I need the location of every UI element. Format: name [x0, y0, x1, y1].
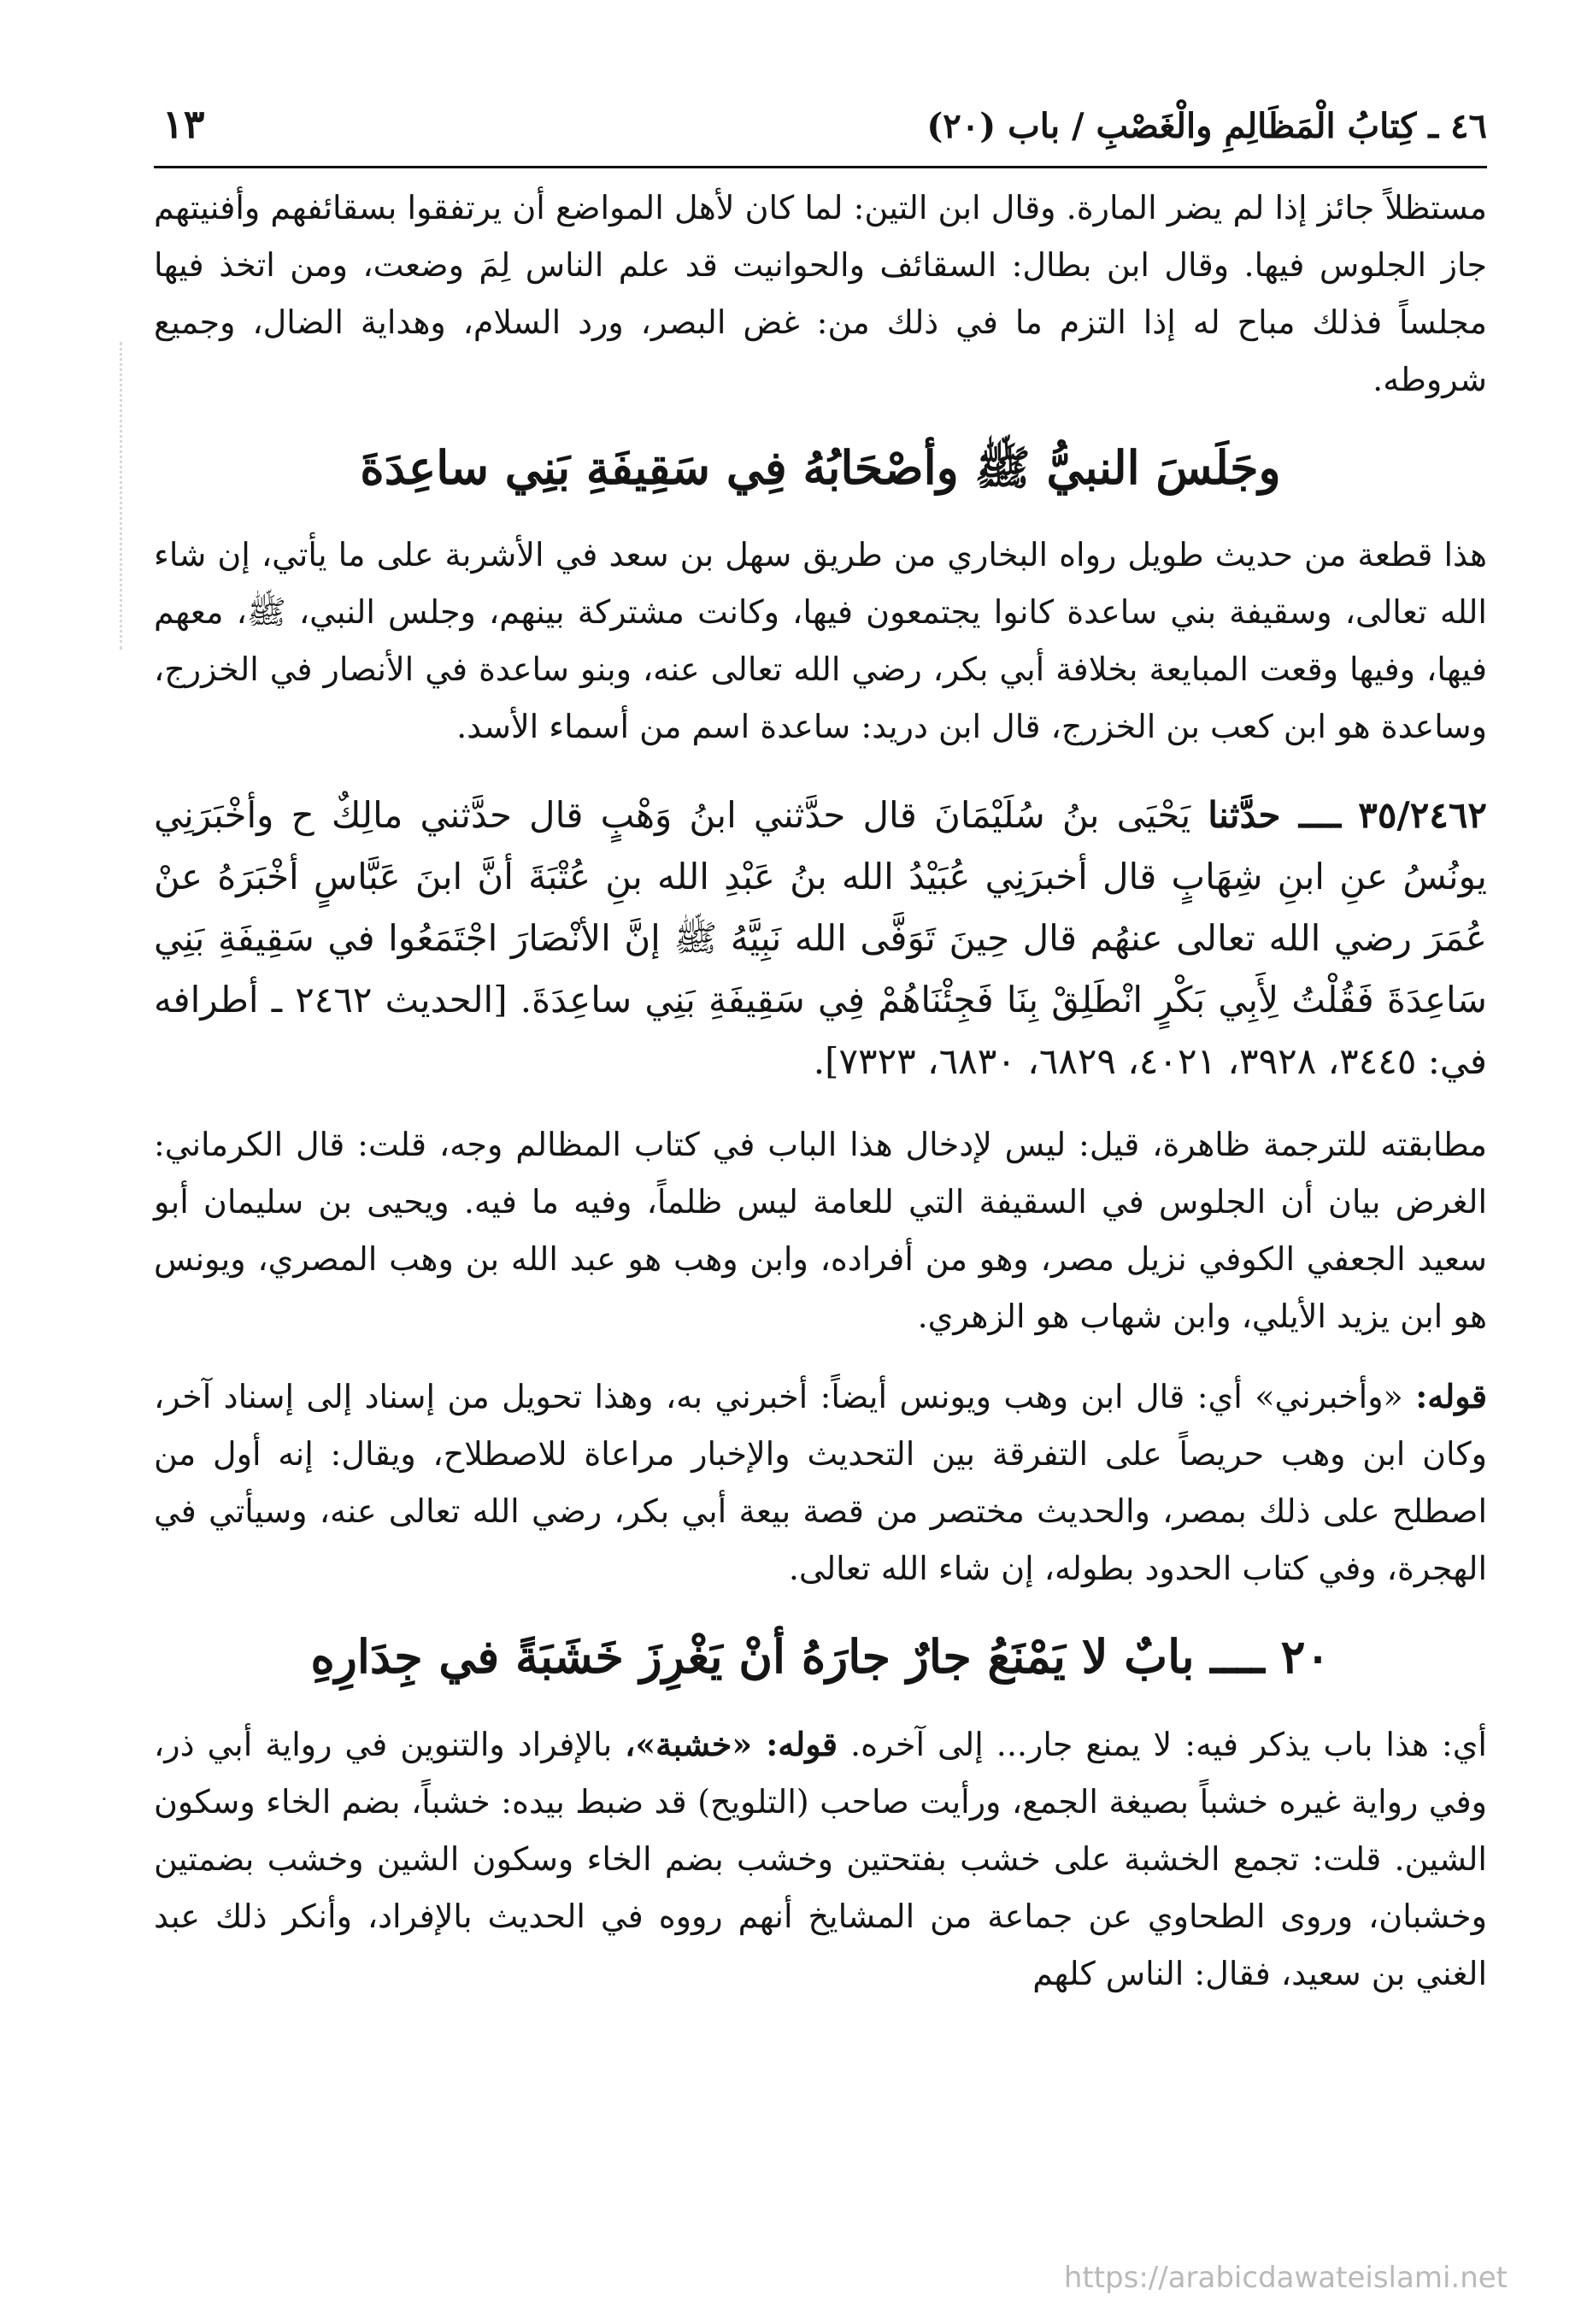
paragraph-1: مستظلاً جائز إذا لم يضر المارة. وقال ابن التين: لما كان لأهل المواضع أن يرتفقوا بسقائفهم وأفنيتهم جاز الجلوس فيها. وقال ابن بطال: السقائف والحوانيت قد علم الناس لِمَ وضعت، ومن اتخذ فيها مجلساً فذلك مباح له إذا التزم ما في ذلك من: غض البصر، ورد السلام، وهداية الضال، وجميع شروطه. [154, 189, 1487, 398]
paragraph-5 [154, 1715, 1487, 2003]
running-head: ٤٦ ـ كِتابُ الْمَظَالِمِ والْغَصْبِ / باب (٢٠) [926, 106, 1487, 146]
header-rule [154, 166, 1487, 168]
paragraph-5-text: بالإفراد والتنوين في رواية أبي ذر، وفي رواية غيره خشباً بصيغة الجمع، ورأيت صاحب (التلويح) قد ضبط بيده: خشباً، بضم الخاء وسكون الشين. قلت: تجمع الخشبة على خشب بفتحتين وخشب بضم الخاء وسكون الشين وخشب بضمتين وخشبان، وروى الطحاوي عن جماعة من المشايخ أنهم رووه في الحديث بالإفراد، وأنكر ذلك عبد الغني بن سعيد، فقال: الناس كلهم [154, 1726, 1487, 1992]
section-heading-saqifa: وجَلَسَ النبيُّ ﷺ وأصْحَابُهُ فِي سَقِيفَةِ بَنِي ساعِدَةَ [360, 440, 1281, 495]
paragraph-2: هذا قطعة من حديث طويل رواه البخاري من طريق سهل بن سعد في الأشربة على ما يأتي، إن شاء الله تعالى، وسقيفة بني ساعدة كانوا يجتمعون فيها، وكانت مشتركة بينهم، وجلس النبي، ﷺ، معهم فيها، وفيها وقعت المبايعة بخلافة أبي بكر، رضي الله تعالى عنه، وبنو ساعدة في الأنصار في الخزرج، وساعدة هو ابن كعب بن الخزرج، قال ابن دريد: ساعدة اسم من أسماء الأسد. [154, 536, 1487, 745]
paragraph-5-intro: أي: هذا باب يذكر فيه: لا يمنع جار... إلى آخره. [850, 1726, 1487, 1763]
hadith-number: ٣٥/٢٤٦٢ [1358, 794, 1487, 836]
paragraph-3: مطابقته للترجمة ظاهرة، قيل: ليس لإدخال هذا الباب في كتاب المظالم وجه، قلت: قال الكرماني: الغرض بيان أن الجلوس في السقيفة التي للعامة ليس ظلماً، وفيه ما فيه. ويحيى بن سليمان أبو سعيد الجعفي الكوفي نزيل مصر، وهو من أفراده، وابن وهب هو عبد الله بن وهب المصري، ويونس هو ابن يزيد الأيلي، وابن شهاب هو الزهري. [154, 1126, 1487, 1335]
margin-dotted-line [120, 342, 122, 650]
paragraph-5-keyword: قوله: «خشبة»، [625, 1725, 838, 1763]
page-header [154, 101, 1487, 169]
watermark-url: https://arabicdawateislami.net [1063, 2261, 1508, 2295]
hadith-lead: ــــ حدَّثنا [1208, 794, 1342, 836]
hadith-text: يَحْيَى بنُ سُلَيْمَانَ قال حدَّثني ابنُ وَهْبٍ قال حدَّثني مالِكٌ ح وأخْبَرَنِي يونُسُ عنِ ابنِ شِهَابٍ قال أخبرَنِي عُبَيْدُ الله بنُ عَبْدِ الله بنِ عُتْبَةَ أنَّ ابنَ عَبَّاسٍ أخْبَرَهُ عنْ عُمَرَ رضي الله تعالى عنهُم قال حِينَ تَوَفَّى الله نَبِيَّهُ ﷺ إنَّ الأنْصَارَ اجْتَمَعُوا في سَقِيفَةِ بَنِي سَاعِدَةَ فَقُلْتُ لِأَبِي بَكْرٍ انْطَلِقْ بِنَا فَجِئْنَاهُمْ فِي سَقِيفَةِ بَنِي ساعِدَةَ. [الحديث ٢٤٦٢ ـ أطرافه في: ٣٤٤٥، ٣٩٢٨، ٤٠٢١، ٦٨٢٩، ٦٨٣٠، ٧٣٢٣]. [154, 794, 1487, 1082]
page-number: ١٣ [162, 101, 205, 147]
paragraph-4 [154, 1368, 1487, 1597]
chapter-heading-20: ٢٠ ــــ بابٌ لا يَمْنَعُ جارٌ جارَهُ أنْ يَغْرِزَ خَشَبَةً في جِدَارِهِ [310, 1629, 1331, 1684]
hadith-block [154, 785, 1487, 1092]
paragraph-4-text: «وأخبرني» أي: قال ابن وهب ويونس أيضاً: أخبرني به، وهذا تحويل من إسناد إلى إسناد آخر، وكان ابن وهب حريصاً على التفرقة بين التحديث والإخبار مراعاة للاصطلاح، ويقال: إنه أول من اصطلح على ذلك بمصر، والحديث مختصر من قصة بيعة أبي بكر، رضي الله تعالى عنه، وسيأتي في الهجرة، وفي كتاب الحدود بطوله، إن شاء الله تعالى. [154, 1378, 1487, 1587]
paragraph-4-keyword: قوله: [1415, 1377, 1487, 1415]
page-body [154, 179, 1487, 2025]
